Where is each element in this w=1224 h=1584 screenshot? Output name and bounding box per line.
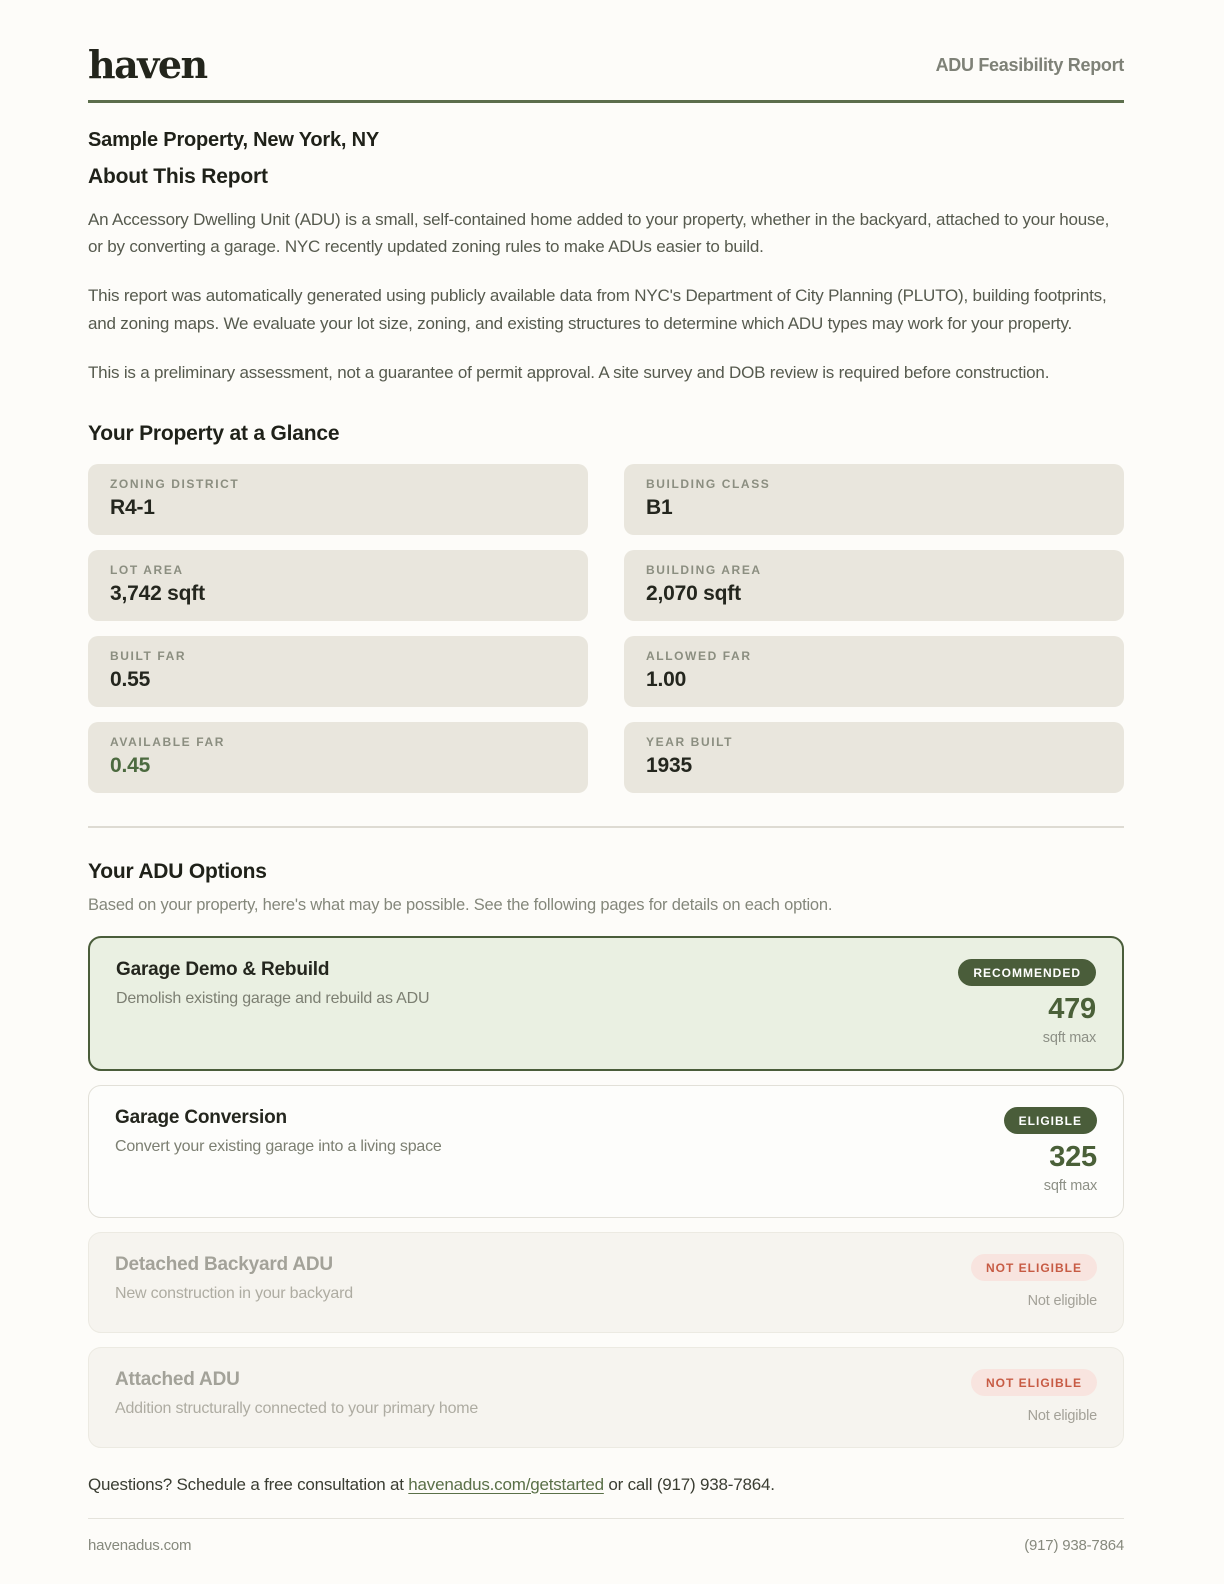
stat-value: 1935: [646, 753, 692, 777]
not-eligible-badge: NOT ELIGIBLE: [971, 1369, 1097, 1396]
eligible-badge: ELIGIBLE: [1004, 1107, 1097, 1134]
stat-allowed-far: [624, 636, 1124, 707]
property-title: Sample Property, New York, NY: [88, 129, 379, 151]
recommended-badge: RECOMMENDED: [958, 959, 1096, 986]
option-info: [115, 1107, 442, 1194]
footer-phone: (917) 938-7864: [1024, 1537, 1124, 1554]
stat-zoning-district: [88, 464, 588, 535]
option-status: [971, 1254, 1097, 1309]
stat-label: YEAR BUILT: [646, 734, 734, 749]
page-footer: [88, 1518, 1124, 1554]
option-title: Garage Demo & Rebuild: [116, 958, 330, 980]
footer-website: havenadus.com: [88, 1537, 192, 1554]
cta-suffix: or call (917) 938-7864.: [603, 1474, 775, 1494]
stat-lot-area: [88, 550, 588, 621]
getstarted-link[interactable]: havenadus.com/getstarted: [408, 1474, 604, 1494]
stat-building-area: [624, 550, 1124, 621]
stat-label: ALLOWED FAR: [646, 648, 752, 663]
stat-label: BUILT FAR: [110, 648, 187, 663]
option-info: [116, 959, 429, 1046]
stat-value: 1.00: [646, 667, 687, 691]
stat-label: BUILDING AREA: [646, 562, 762, 577]
option-info: [115, 1369, 478, 1424]
option-status: [958, 959, 1096, 1046]
stat-value: R4-1: [110, 495, 155, 519]
cta-prefix: Questions? Schedule a free consultation at: [88, 1474, 409, 1494]
about-heading: About This Report: [88, 165, 268, 188]
option-status: [1004, 1107, 1097, 1194]
option-description: Addition structurally connected to your primary home: [115, 1399, 479, 1417]
option-card-attached-adu: [88, 1347, 1124, 1448]
option-card-garage-conversion: [88, 1085, 1124, 1218]
stat-building-class: [624, 464, 1124, 535]
stat-label: LOT AREA: [110, 562, 184, 577]
option-note: Not eligible: [1027, 1292, 1097, 1309]
option-card-detached-backyard-adu: [88, 1232, 1124, 1333]
option-sqft-unit: sqft max: [1043, 1177, 1097, 1194]
property-stats-grid: [88, 464, 1124, 793]
option-sqft-unit: sqft max: [1042, 1029, 1096, 1046]
stat-label: BUILDING CLASS: [646, 476, 771, 491]
option-title: Garage Conversion: [115, 1106, 287, 1128]
option-status: [971, 1369, 1097, 1424]
stat-available-far: [88, 722, 588, 793]
stat-value: 2,070 sqft: [646, 581, 741, 605]
stat-label: AVAILABLE FAR: [110, 734, 226, 749]
report-type-label: ADU Feasibility Report: [935, 54, 1124, 75]
options-subtitle: Based on your property, here's what may be possible. See the following pages for details on each option.: [88, 895, 833, 914]
stat-value: 3,742 sqft: [110, 581, 205, 605]
consultation-cta: [88, 1475, 1124, 1495]
option-card-garage-demo-rebuild: [88, 936, 1124, 1071]
stat-built-far: [88, 636, 588, 707]
stat-year-built: [624, 722, 1124, 793]
option-description: New construction in your backyard: [115, 1284, 353, 1302]
option-description: Demolish existing garage and rebuild as ADU: [116, 989, 430, 1007]
about-paragraph-3: This is a preliminary assessment, not a guarantee of permit approval. A site survey and DOB review is required before construction.: [88, 362, 1050, 382]
option-sqft-value: 325: [1049, 1140, 1097, 1173]
section-divider: [88, 826, 1124, 828]
stat-value: 0.55: [110, 667, 151, 691]
option-sqft-value: 479: [1048, 992, 1096, 1025]
options-heading: Your ADU Options: [88, 859, 267, 883]
not-eligible-badge: NOT ELIGIBLE: [971, 1254, 1097, 1281]
stat-value-highlighted: 0.45: [110, 753, 151, 777]
stat-label: ZONING DISTRICT: [110, 476, 240, 491]
stat-value: B1: [646, 495, 673, 519]
option-description: Convert your existing garage into a living space: [115, 1137, 442, 1155]
haven-logo: haven: [88, 42, 207, 87]
about-paragraph-2: This report was automatically generated using publicly available data from NYC's Department of City Planning (PLUTO), building footprints, and zoning maps. We evaluate your lot size, zoning, and existing structures to determine which ADU types may work for your property.: [88, 286, 1107, 333]
option-info: [115, 1254, 353, 1309]
about-paragraph-1: An Accessory Dwelling Unit (ADU) is a small, self-contained home added to your property, whether in the backyard, attached to your house, or by converting a garage. NYC recently updated zoning rules to make ADUs easier to build.: [88, 210, 1110, 257]
option-title: Detached Backyard ADU: [115, 1253, 333, 1275]
option-title: Attached ADU: [115, 1368, 240, 1390]
report-header: [88, 42, 1124, 103]
glance-heading: Your Property at a Glance: [88, 421, 340, 445]
option-note: Not eligible: [1027, 1407, 1097, 1424]
